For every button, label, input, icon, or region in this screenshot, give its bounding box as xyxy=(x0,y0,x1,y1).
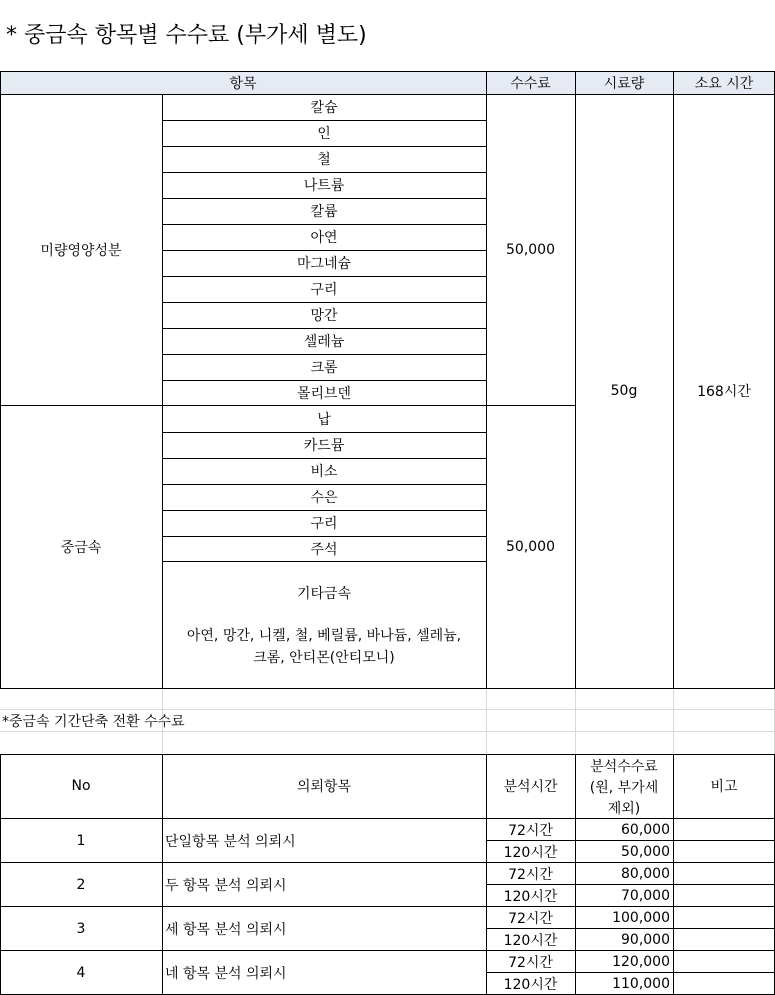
express-row-no: 2 xyxy=(76,876,86,893)
header-fee: 수수료 xyxy=(510,76,551,92)
sheet-gridline xyxy=(673,689,674,754)
table-border xyxy=(486,754,487,995)
express-header-fee: (원, 부가세 xyxy=(589,779,659,796)
group-trace-nutrients: 미량영양성분 xyxy=(40,243,122,259)
fee-trace-nutrients: 50,000 xyxy=(506,242,555,258)
express-row-fee: 70,000 xyxy=(621,887,670,904)
express-row-time: 72시간 xyxy=(508,866,553,883)
other-metals-title: 기타금속 xyxy=(296,586,352,602)
table-border xyxy=(162,754,163,995)
express-row-time: 72시간 xyxy=(508,822,553,839)
express-row-time: 72시간 xyxy=(508,910,553,927)
sheet-gridline xyxy=(0,731,775,732)
table-border xyxy=(0,754,1,995)
express-header-fee: 제외) xyxy=(607,800,641,817)
table-border xyxy=(162,432,486,433)
item-cell: 망간 xyxy=(310,308,338,324)
item-cell: 비소 xyxy=(310,464,338,480)
table-border xyxy=(0,754,775,755)
express-row-fee: 120,000 xyxy=(612,953,670,970)
header-duration: 소요 시간 xyxy=(694,76,754,92)
express-row-request: 네 항목 분석 의뢰시 xyxy=(165,965,287,982)
table-border xyxy=(162,328,486,329)
express-row-fee: 100,000 xyxy=(612,909,670,926)
item-cell: 칼슘 xyxy=(310,100,338,116)
item-cell: 몰리브덴 xyxy=(296,386,352,402)
table-border xyxy=(0,688,775,689)
table-border xyxy=(162,458,486,459)
table-border xyxy=(0,950,775,951)
item-cell: 구리 xyxy=(310,516,338,532)
table-border xyxy=(162,536,486,537)
express-row-fee: 60,000 xyxy=(621,821,670,838)
table-border xyxy=(0,71,775,72)
item-cell: 카드뮴 xyxy=(303,438,345,454)
table-border xyxy=(162,354,486,355)
table-border xyxy=(162,276,486,277)
table-border xyxy=(162,120,486,121)
sheet-gridline xyxy=(486,689,487,754)
express-row-fee: 80,000 xyxy=(621,865,670,882)
express-row-fee: 110,000 xyxy=(612,975,670,992)
table-border xyxy=(486,840,775,841)
table-border xyxy=(0,405,575,406)
express-header-fee: 분석수수료 xyxy=(590,758,658,775)
express-row-no: 3 xyxy=(76,920,86,937)
item-cell: 아연 xyxy=(310,230,338,246)
item-cell: 칼륨 xyxy=(310,204,338,220)
express-row-time: 120시간 xyxy=(503,844,558,861)
table-border xyxy=(162,250,486,251)
sheet-gridline xyxy=(575,689,576,754)
express-row-time: 72시간 xyxy=(508,954,553,971)
item-cell: 수은 xyxy=(310,490,338,506)
express-row-fee: 50,000 xyxy=(621,843,670,860)
table-border xyxy=(486,928,775,929)
express-header-time: 분석시간 xyxy=(503,779,558,795)
item-cell: 철 xyxy=(317,152,331,168)
express-row-time: 120시간 xyxy=(503,976,558,993)
express-header-no: No xyxy=(71,778,91,794)
table-border xyxy=(162,380,486,381)
item-cell: 나트륨 xyxy=(303,178,345,194)
item-cell: 마그네슘 xyxy=(296,256,352,272)
item-cell: 크롬 xyxy=(310,360,338,376)
express-header-remark: 비고 xyxy=(710,779,738,795)
item-cell: 납 xyxy=(317,412,331,428)
express-title: *중금속 기간단축 전환 수수료 xyxy=(2,713,185,730)
page-title: * 중금속 항목별 수수료 (부가세 별도) xyxy=(6,23,367,48)
table-border xyxy=(486,884,775,885)
table-border xyxy=(673,71,674,689)
table-border xyxy=(486,71,487,689)
express-row-fee: 90,000 xyxy=(621,931,670,948)
table-border xyxy=(0,94,775,95)
express-row-request: 두 항목 분석 의뢰시 xyxy=(165,877,287,894)
table-border xyxy=(0,818,775,819)
table-border xyxy=(162,561,486,562)
table-border xyxy=(0,862,775,863)
group-heavy-metals: 중금속 xyxy=(60,540,102,556)
table-border xyxy=(575,71,576,689)
table-border xyxy=(486,972,775,973)
table-border xyxy=(162,510,486,511)
express-row-no: 1 xyxy=(76,832,86,849)
table-border xyxy=(0,906,775,907)
table-border xyxy=(162,198,486,199)
table-border xyxy=(162,172,486,173)
fee-heavy-metals: 50,000 xyxy=(506,539,555,555)
other-metals-list: 아연, 망간, 니켈, 철, 베릴륨, 바나듐, 셀레늄, xyxy=(186,628,462,644)
other-metals-list: 크롬, 안티몬(안티모니) xyxy=(253,650,395,666)
header-sample: 시료량 xyxy=(603,76,645,92)
table-border xyxy=(162,484,486,485)
item-cell: 인 xyxy=(317,126,331,142)
table-border xyxy=(162,224,486,225)
duration: 168시간 xyxy=(697,384,751,400)
table-border xyxy=(673,754,674,995)
header-item: 항목 xyxy=(229,76,257,92)
item-cell: 셀레늄 xyxy=(303,334,345,350)
item-cell: 주석 xyxy=(310,542,338,558)
table-border xyxy=(162,146,486,147)
table-border xyxy=(162,302,486,303)
table-border xyxy=(575,754,576,995)
express-row-request: 세 항목 분석 의뢰시 xyxy=(165,921,287,938)
table-border xyxy=(162,94,163,689)
item-cell: 구리 xyxy=(310,282,338,298)
express-header-request: 의뢰항목 xyxy=(296,779,352,795)
express-row-no: 4 xyxy=(76,964,86,981)
express-row-time: 120시간 xyxy=(503,932,558,949)
express-row-time: 120시간 xyxy=(503,888,558,905)
express-row-request: 단일항목 분석 의뢰시 xyxy=(165,833,296,850)
sample-amount: 50g xyxy=(610,383,638,399)
table-border xyxy=(0,71,1,689)
